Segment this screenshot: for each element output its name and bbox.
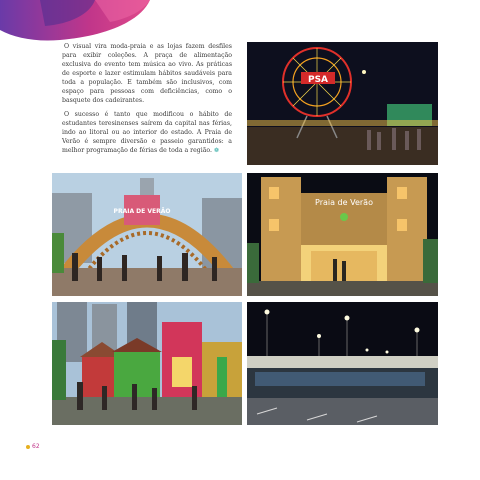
folio-dot-icon	[26, 445, 30, 449]
paragraph-2: O sucesso é tanto que modificou o hábito de estudantes teresinenses saírem da capital nas férias, indo ao litoral ou ao interior do estado. A Praia de Verão é sempre diversão e passeio garantidos: a melhor programação de férias de toda a região. ❁	[62, 111, 232, 154]
arch-sign-text: PRAIA DE VERÃO	[113, 208, 171, 215]
gate-sign-text: Praia de Verão	[315, 198, 373, 207]
photo-entrance-gate	[247, 173, 438, 296]
photo-colorful-houses	[52, 302, 242, 425]
end-mark-icon: ❁	[213, 147, 220, 154]
page-number	[26, 443, 40, 450]
paragraph-1: O visual vira moda-praia e as lojas fazem desfiles para exibir coleções. A praça de alimentação exclusiva do evento tem música ao vivo. As práticas de esporte e lazer estimulam hábitos saudáveis para toda a população. E também são inclusivos, com espaço para pessoas com deficiências, como o basquete dos cadeirantes.	[62, 43, 232, 104]
ferris-sign-text: PSA	[307, 75, 329, 85]
decorative-corner-graphic	[0, 0, 150, 46]
photo-night-crowd	[247, 302, 438, 425]
page-number-text: 62	[32, 443, 40, 450]
photo-ferris-wheel	[247, 42, 438, 165]
photo-wooden-arch	[52, 173, 242, 296]
article-text	[62, 42, 232, 160]
